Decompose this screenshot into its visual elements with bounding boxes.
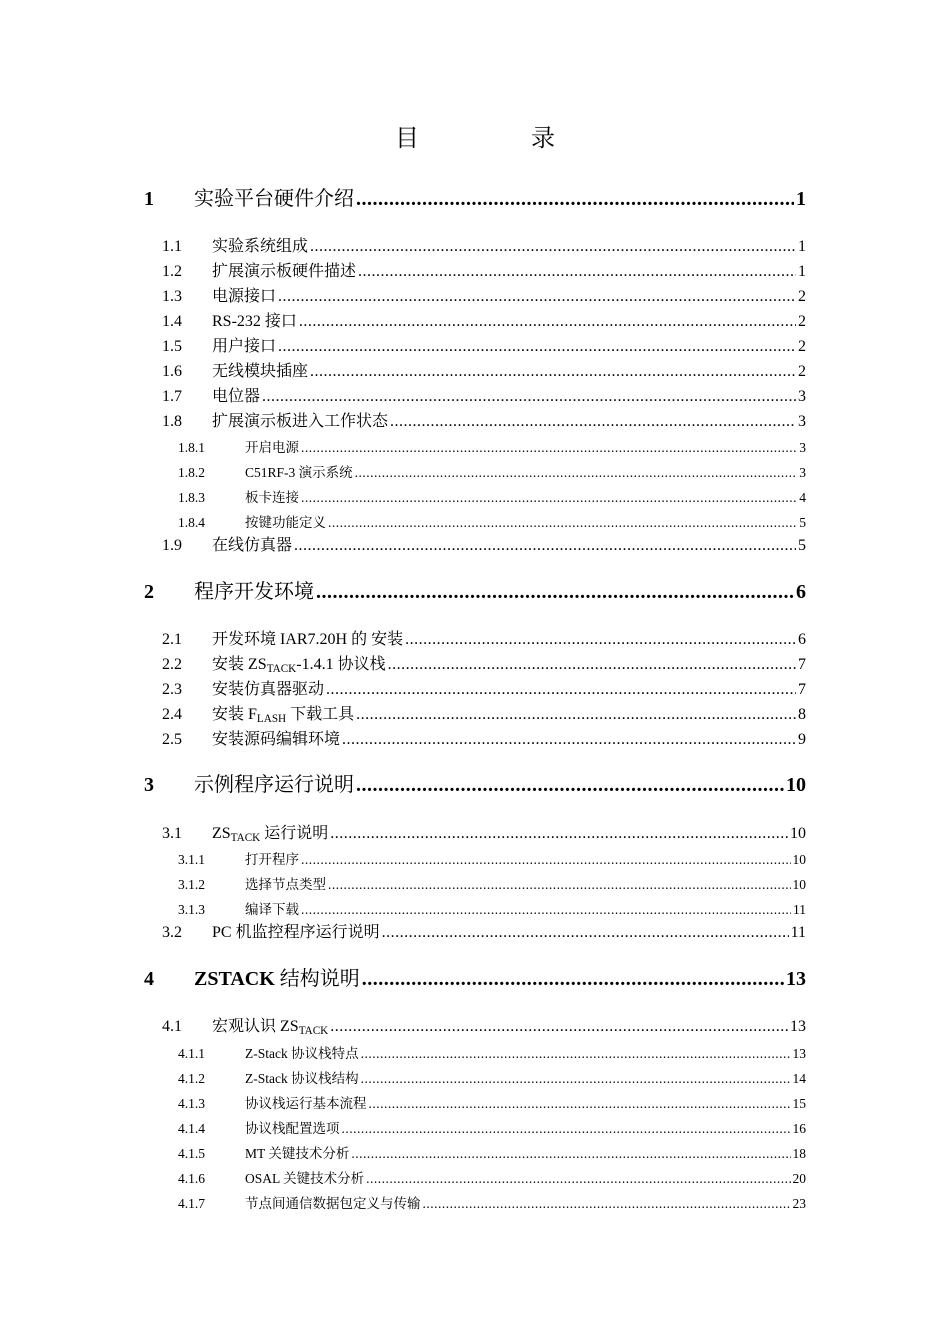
toc-entry[interactable]: [162, 1013, 806, 1035]
toc-entry[interactable]: [162, 820, 806, 842]
toc-entry-number: 1.9: [162, 537, 182, 554]
toc-entry[interactable]: [162, 258, 806, 280]
toc-entry[interactable]: [178, 461, 806, 481]
toc-entry-number: 4.1.1: [178, 1046, 205, 1061]
toc-leader-dots: [342, 731, 796, 748]
toc-entry[interactable]: [178, 848, 806, 868]
toc-entry-label: RS-232 接口: [212, 313, 297, 330]
toc-entry-label: 电位器: [212, 388, 261, 405]
toc-entry[interactable]: [162, 726, 806, 748]
toc-entry[interactable]: [144, 182, 806, 210]
toc-entry[interactable]: [162, 358, 806, 380]
toc-entry-page: 13: [790, 1018, 806, 1035]
toc-entry-label: ZSTACK 结构说明: [194, 968, 360, 990]
toc-leader-dots: [358, 263, 796, 280]
toc-leader-dots: [301, 852, 791, 868]
toc-leader-dots: [299, 313, 796, 330]
toc-entry-page: 13: [792, 1046, 806, 1061]
toc-entry-page: 2: [798, 288, 806, 305]
toc-entry[interactable]: [162, 701, 806, 723]
toc-leader-dots: [310, 238, 796, 255]
toc-entry-label: 选择节点类型: [245, 877, 326, 892]
toc-entry-label: 扩展演示板进入工作状态: [212, 413, 389, 430]
toc-entry-number: 3.2: [162, 924, 182, 941]
toc-leader-dots: [326, 681, 796, 698]
toc-entry-page: 11: [790, 924, 806, 941]
toc-entry[interactable]: [144, 575, 806, 603]
toc-entry-page: 3: [798, 413, 806, 430]
toc-entry-page: 4: [799, 490, 806, 505]
toc-entry[interactable]: [162, 233, 806, 255]
toc-entry-page: 1: [798, 263, 806, 280]
toc-entry-number: 4.1.4: [178, 1121, 205, 1136]
toc-entry-number: 3.1.3: [178, 902, 205, 917]
toc-entry-number: 3: [144, 774, 154, 796]
toc-leader-dots: [301, 490, 797, 506]
toc-entry-label: 示例程序运行说明: [194, 774, 354, 796]
toc-leader-dots: [278, 288, 796, 305]
toc-entry-number: 4.1.7: [178, 1196, 205, 1211]
toc-entry[interactable]: [178, 1067, 806, 1087]
toc-entry-page: 3: [799, 465, 806, 480]
toc-leader-dots: [294, 537, 796, 554]
toc-entry-number: 4.1.2: [178, 1071, 205, 1086]
toc-entry[interactable]: [178, 1092, 806, 1112]
toc-entry-label: 电源接口: [212, 288, 277, 305]
toc-entry-number: 2.5: [162, 731, 182, 748]
toc-leader-dots: [423, 1196, 791, 1212]
toc-entry-label: 协议栈运行基本流程: [245, 1096, 367, 1111]
toc-leader-dots: [262, 388, 796, 405]
toc-entry-page: 1: [798, 238, 806, 255]
toc-leader-dots: [301, 902, 791, 918]
toc-leader-dots: [382, 924, 789, 941]
toc-entry-page: 5: [799, 515, 806, 530]
toc-entry-number: 3.1.1: [178, 852, 205, 867]
toc-leader-dots: [356, 706, 796, 723]
toc-entry[interactable]: [162, 408, 806, 430]
toc-entry-label: 安装 $ZS_{TACK}-1.4.1$ 协议栈: [212, 656, 386, 673]
toc-entry-label: 协议栈配置选项: [245, 1121, 340, 1136]
toc-entry-number: 3.1.2: [178, 877, 205, 892]
toc-entry-number: 2.4: [162, 706, 182, 723]
toc-entry-page: 3: [799, 440, 806, 455]
toc-entry-page: 8: [798, 706, 806, 723]
toc-leader-dots: [361, 1071, 791, 1087]
toc-entry-page: 2: [798, 313, 806, 330]
toc-entry-number: 1.1: [162, 238, 182, 255]
toc-entry-number: 4.1.3: [178, 1096, 205, 1111]
toc-entry-label: 安装源码编辑环境: [212, 731, 341, 748]
toc-entry-label: MT 关键技术分析: [245, 1146, 350, 1161]
toc-leader-dots: [351, 1146, 790, 1162]
toc-entry-page: 1: [796, 188, 806, 210]
toc-entry-number: 1.5: [162, 338, 182, 355]
toc-leader-dots: [330, 825, 788, 842]
toc-leader-dots: [366, 1171, 790, 1187]
toc-entry-page: 14: [792, 1071, 806, 1086]
toc-entry-label: 用户接口: [212, 338, 277, 355]
toc-entry-page: 10: [792, 877, 806, 892]
toc-entry[interactable]: [162, 651, 806, 673]
toc-entry[interactable]: [178, 436, 806, 456]
toc-entry-number: 2.3: [162, 681, 182, 698]
toc-entry-page: 2: [798, 363, 806, 380]
toc-entry-page: 7: [798, 681, 806, 698]
toc-leader-dots: [328, 877, 791, 893]
toc-entry-page: 15: [792, 1096, 806, 1111]
toc-leader-dots: [356, 188, 794, 210]
toc-entry-label: OSAL 关键技术分析: [245, 1171, 365, 1186]
toc-entry[interactable]: [178, 1042, 806, 1062]
toc-entry[interactable]: [162, 626, 806, 648]
toc-entry-label: 节点间通信数据包定义与传输: [245, 1196, 421, 1211]
toc-entry-label: 打开程序: [245, 852, 299, 867]
toc-entry-label: 开启电源: [245, 440, 299, 455]
toc-entry-label: 编译下载: [245, 902, 299, 917]
toc-entry-number: 1.4: [162, 313, 182, 330]
toc-leader-dots: [405, 631, 796, 648]
toc-leader-dots: [278, 338, 796, 355]
toc-leader-dots: [328, 515, 797, 531]
toc-entry-label: 实验平台硬件介绍: [194, 188, 354, 210]
toc-entry-label: $ZS_{TACK}$ 运行说明: [212, 825, 329, 842]
toc-entry-label: 程序开发环境: [194, 581, 314, 603]
toc-entry-page: 10: [786, 774, 806, 796]
toc-leader-dots: [369, 1096, 791, 1112]
toc-leader-dots: [342, 1121, 791, 1137]
toc-entry[interactable]: [162, 383, 806, 405]
toc-entry-number: 1.6: [162, 363, 182, 380]
toc-entry-number: 1.8.4: [178, 515, 205, 530]
toc-entry-label: C51RF-3 演示系统: [245, 465, 353, 480]
toc-entry-number: 1.8.3: [178, 490, 205, 505]
toc-entry-label: 按键功能定义: [245, 515, 326, 530]
toc-entry-page: 6: [796, 581, 806, 603]
toc-entry-page: 23: [792, 1196, 806, 1211]
toc-entry-number: 4.1: [162, 1018, 182, 1035]
toc-entry-page: 10: [790, 825, 806, 842]
toc-entry[interactable]: [144, 962, 806, 990]
toc-entry-label: 实验系统组成: [212, 238, 309, 255]
toc-entry[interactable]: [162, 333, 806, 355]
toc-entry-label: Z-Stack 协议栈特点: [245, 1046, 359, 1061]
toc-entry[interactable]: [144, 768, 806, 796]
toc-entry[interactable]: [178, 1192, 806, 1212]
toc-leader-dots: [362, 968, 784, 990]
toc-entry-number: 2.2: [162, 656, 182, 673]
toc-entry[interactable]: [178, 873, 806, 893]
toc-entry[interactable]: [178, 898, 806, 918]
toc-entry-label: Z-Stack 协议栈结构: [245, 1071, 359, 1086]
toc-leader-dots: [390, 413, 796, 430]
toc-entry-label: 无线模块插座: [212, 363, 309, 380]
toc-entry-number: 2.1: [162, 631, 182, 648]
toc-entry-label: 宏观认识 $ZS_{TACK}$: [212, 1018, 329, 1035]
toc-entry-page: 10: [792, 852, 806, 867]
page-title: 目 录: [395, 126, 599, 152]
toc-leader-dots: [356, 774, 784, 796]
toc-entry-page: 16: [792, 1121, 806, 1136]
toc-entry-label: 板卡连接: [245, 490, 299, 505]
toc-entry-page: 6: [798, 631, 806, 648]
toc-entry[interactable]: [162, 919, 806, 941]
toc-leader-dots: [330, 1018, 788, 1035]
toc-entry[interactable]: [162, 283, 806, 305]
toc-entry-number: 2: [144, 581, 154, 603]
toc-leader-dots: [388, 656, 796, 673]
toc-entry[interactable]: [162, 676, 806, 698]
toc-entry-label: 开发环境 IAR7.20H 的 安装: [212, 631, 404, 648]
toc-entry-number: 4.1.6: [178, 1171, 205, 1186]
toc-entry[interactable]: [178, 486, 806, 506]
toc-entry-page: 9: [798, 731, 806, 748]
toc-entry[interactable]: [178, 511, 806, 531]
toc-entry-number: 1.8.2: [178, 465, 205, 480]
toc-entry-number: 4: [144, 968, 154, 990]
toc-entry-page: 13: [786, 968, 806, 990]
toc-entry-page: 3: [798, 388, 806, 405]
toc-entry-label: 安装仿真器驱动: [212, 681, 325, 698]
toc-entry-page: 18: [792, 1146, 806, 1161]
toc-entry-page: 5: [798, 537, 806, 554]
toc-entry-number: 3.1: [162, 825, 182, 842]
toc-entry-page: 11: [793, 902, 806, 917]
toc-entry-label: 安装 $F_{LASH}$ 下载工具: [212, 706, 355, 723]
toc-entry-number: 1.8.1: [178, 440, 205, 455]
toc-leader-dots: [301, 440, 797, 456]
toc-leader-dots: [355, 465, 798, 481]
toc-entry-label: 扩展演示板硬件描述: [212, 263, 357, 280]
toc-entry-number: 1.8: [162, 413, 182, 430]
toc-entry-number: 1.2: [162, 263, 182, 280]
toc-leader-dots: [310, 363, 796, 380]
toc-leader-dots: [361, 1046, 791, 1062]
toc-entry-label: PC 机监控程序运行说明: [212, 924, 380, 941]
toc-entry[interactable]: [162, 532, 806, 554]
toc-entry[interactable]: [178, 1117, 806, 1137]
toc-entry-number: 1.3: [162, 288, 182, 305]
toc-entry-number: 4.1.5: [178, 1146, 205, 1161]
toc-entry-page: 2: [798, 338, 806, 355]
toc-entry-page: 20: [792, 1171, 806, 1186]
toc-entry-label: 在线仿真器: [212, 537, 293, 554]
toc-entry-page: 7: [798, 656, 806, 673]
toc-entry-number: 1: [144, 188, 154, 210]
toc-entry[interactable]: [178, 1142, 806, 1162]
toc-entry[interactable]: [178, 1167, 806, 1187]
toc-leader-dots: [316, 581, 794, 603]
toc-entry-number: 1.7: [162, 388, 182, 405]
toc-entry[interactable]: [162, 308, 806, 330]
